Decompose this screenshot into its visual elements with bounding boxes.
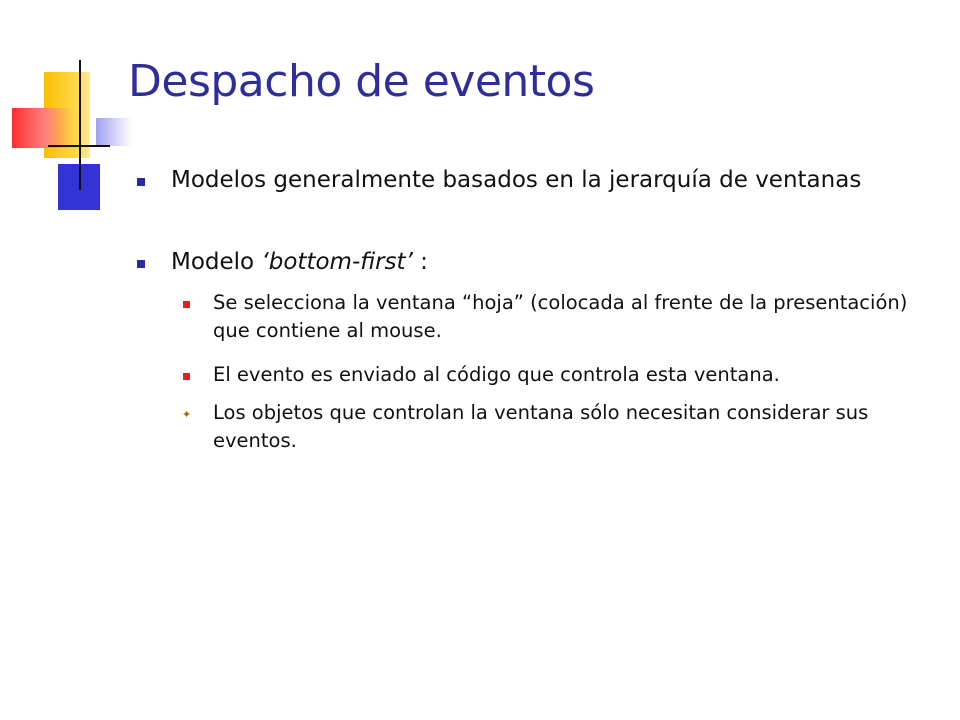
square-bullet-icon [183,301,190,308]
logo-horizontal-line [48,145,110,147]
corner-logo [0,0,140,220]
square-bullet-icon [183,373,190,380]
slide-title: Despacho de eventos [128,56,595,107]
sub-bullet-item-1 [213,289,923,345]
bullet-item-1 [171,164,911,196]
logo-red-square [12,108,72,148]
glyph-bullet-icon: ✦ [182,408,192,421]
bullet-text: Modelos generalmente basados en la jerarquía de ventanas [171,167,862,193]
sub-bullet-item-3 [182,399,923,455]
bullet-text-suffix: : [412,249,428,275]
sub-bullet-text: Se selecciona la ventana “hoja” (colocada al frente de la presentación) que contiene al mouse. [213,291,908,342]
bullet-text-prefix: Modelo [171,249,262,275]
bullet-text-italic: ‘bottom-first’ [261,249,413,275]
square-bullet-icon [137,178,145,186]
square-bullet-icon [137,260,145,268]
bullet-item-2 [171,246,911,278]
sub-bullet-item-2 [213,361,923,389]
sub-bullet-text: El evento es enviado al código que controla esta ventana. [213,363,780,386]
logo-blue-glow [96,118,132,146]
logo-vertical-line [79,60,81,190]
sub-bullet-text: Los objetos que controlan la ventana sólo necesitan considerar sus eventos. [213,401,869,452]
